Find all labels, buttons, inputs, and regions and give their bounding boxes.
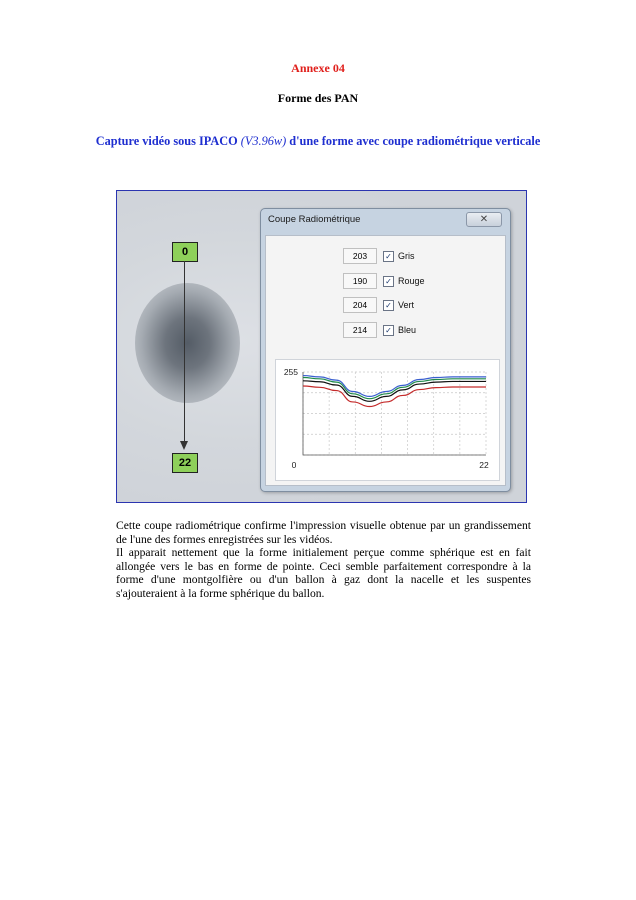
channel-label: Vert [398, 300, 415, 310]
paragraph-2: Il apparait nettement que la forme initialement perçue comme sphérique est en fait allongée vers le bas en forme de pointe. Ceci semble parfaitement correspondre à la forme d'une montgolfière ou d'un ballon à gaz dont la nacelle et les suspentes s'ajouteraient à la forme sphérique du ballon. [116, 546, 531, 600]
channel-row-bleu [343, 322, 416, 338]
checkbox-rouge[interactable]: ✓ [383, 276, 394, 287]
checkbox-gris[interactable]: ✓ [383, 251, 394, 262]
marker-end: 22 [172, 453, 198, 473]
checkbox-vert[interactable]: ✓ [383, 300, 394, 311]
radiometric-profile-chart [275, 359, 500, 481]
paragraph-1: Cette coupe radiométrique confirme l'impression visuelle obtenue par un grandissement de l'une des formes enregistrées sur les vidéos. [116, 519, 531, 546]
figure-caption [0, 134, 636, 149]
close-icon[interactable]: ✕ [466, 212, 502, 227]
channel-value: 214 [343, 322, 377, 338]
section-title: Forme des PAN [277, 91, 359, 105]
channel-row-rouge [343, 273, 425, 289]
blurred-object [135, 283, 240, 403]
profile-svg [276, 360, 499, 480]
profile-line [184, 261, 185, 443]
y-tick-max: 255 [283, 367, 298, 377]
caption-version: (V3.96w) [240, 134, 287, 148]
window-title: Coupe Radiométrique [268, 214, 361, 225]
channel-label: Rouge [398, 276, 425, 286]
caption-prefix: Capture vidéo sous IPACO [95, 134, 241, 148]
window-body [265, 235, 506, 486]
radiometric-window [260, 208, 511, 492]
x-tick-max: 22 [479, 460, 489, 470]
marker-start: 0 [172, 242, 198, 262]
channel-value: 190 [343, 273, 377, 289]
channel-label: Bleu [398, 325, 417, 335]
channel-value: 203 [343, 248, 377, 264]
checkbox-bleu[interactable]: ✓ [383, 325, 394, 336]
channel-value: 204 [343, 297, 377, 313]
caption-suffix: d'une forme avec coupe radiométrique verticale [286, 134, 541, 148]
video-capture-figure [116, 190, 527, 503]
channel-row-gris [343, 248, 415, 264]
channel-label: Gris [398, 251, 415, 261]
channel-row-vert [343, 297, 414, 313]
down-arrow-icon [180, 441, 188, 450]
body-text [116, 519, 531, 601]
annex-number: Annexe 04 [291, 61, 345, 75]
x-tick-min: 0 [291, 460, 297, 470]
